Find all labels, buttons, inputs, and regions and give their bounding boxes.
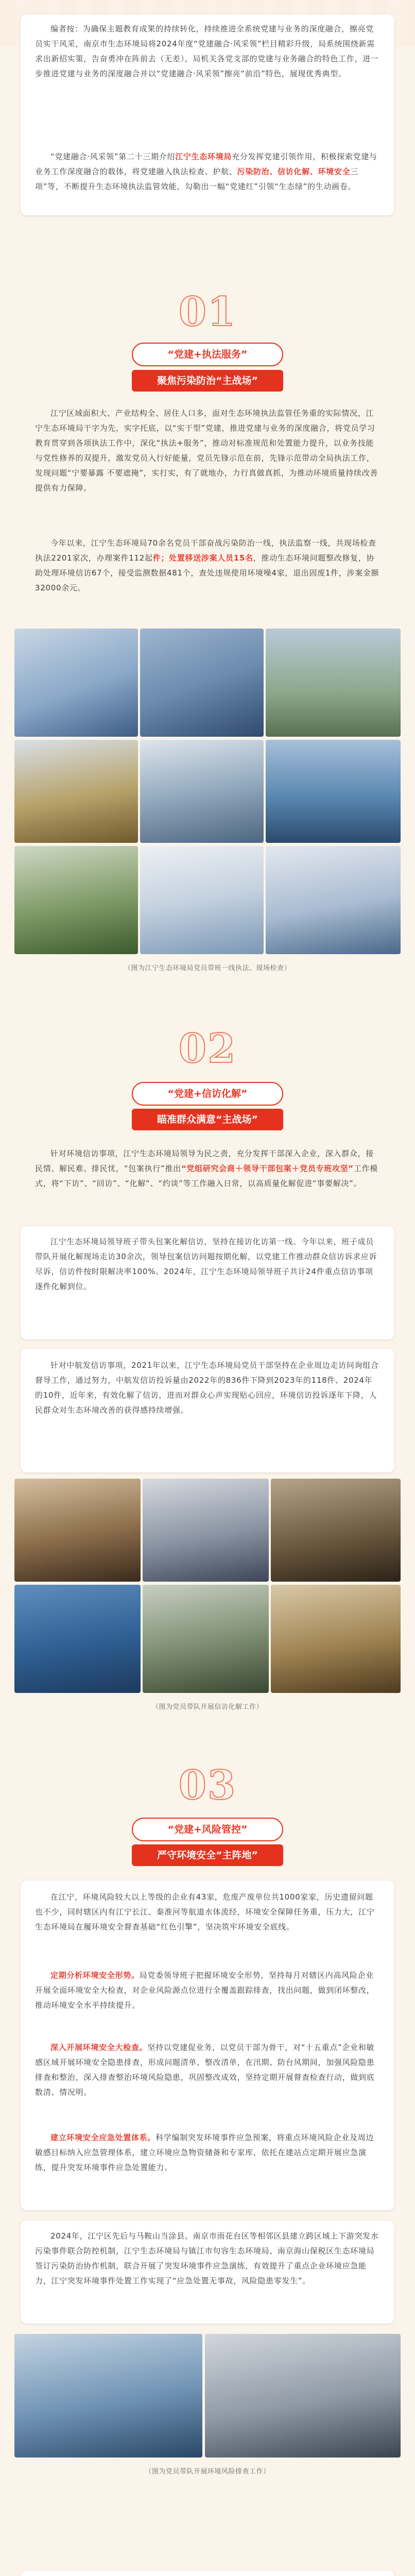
intro-paragraph-1: 编者按：为确保主题教育成果的持续转化，持续推进全系统党建与业务的深度融合，擦亮党员实干风采，南京市生态环境局将2024年度“党建融合·风采领”栏目精彩升级，局系统围绕新需求出新招实策，告奋勇冲在阵前去（无差），局机关各党支部的党建与业务融合的特色工作，进一步推进党建与业务的深度融合并以“党建融合·风采领”擦亮“前沿”特色，展现优秀典型。 — [35, 24, 379, 78]
photo-petition-3 — [271, 1479, 401, 1582]
intro-p2-a: “党建融合·风采领”第二十三期介绍 — [50, 152, 176, 161]
section-1-paragraph-2 — [35, 536, 380, 596]
photo-petition-6 — [271, 1585, 401, 1693]
intro-p2-highlight-2: 污染防治、信访化解、环境安全 — [237, 167, 351, 176]
photo-inspection-1 — [14, 629, 138, 737]
photo-risk-2 — [205, 2334, 401, 2458]
section-2-text-3 — [35, 1358, 380, 1418]
intro-text — [35, 22, 380, 81]
photo-petition-1 — [14, 1479, 141, 1582]
section-2-text-2 — [35, 1234, 380, 1294]
photo-inspection-9 — [266, 846, 401, 954]
section-3-badge-bottom: 严守环境安全“主阵地” — [132, 1844, 283, 1866]
intro-text-2 — [35, 149, 380, 194]
photo-petition-4 — [14, 1585, 141, 1693]
section-2-caption: （图为党员带队开展信访化解工作） — [151, 1703, 263, 1711]
section-1-caption: （图为江宁生态环境局党员带班一线执法、现场检查） — [124, 964, 291, 972]
section-3-text-3 — [35, 2040, 380, 2100]
section-3-text-4 — [35, 2130, 380, 2175]
section-3-p4-body: 科学编制突发环境事件应急预案，将重点环境风险企业及周边敏感目标纳入应急管理体系，建立环境应急物资储备和专家库，依托在建站点定期开展应急演练，提升突发环境事件应急处置能力。 — [35, 2133, 374, 2172]
section-3-text-2 — [35, 1968, 380, 2013]
intro-p2-highlight-1: 江宁生态环境局 — [175, 152, 232, 161]
section-1-p2-tail: ，推动生态环境问题整改修复，协助处理环境信访67个，接受监测数据481个，查处违规使用环境噪4家，退出固废1件，涉案金额32000余元。 — [35, 553, 379, 592]
photo-inspection-8 — [140, 846, 264, 954]
section-3-paragraph-2 — [35, 1968, 380, 2013]
section-2-p1-highlight: “党组研究会商＋领导干部包案＋党员专班攻坚” — [181, 1164, 354, 1173]
photo-inspection-2 — [140, 629, 264, 737]
section-3-p3-highlight: 深入开展环境安全大检查。 — [50, 2043, 148, 2052]
section-1-text — [35, 406, 380, 496]
section-1-p2-a: 今年以来，江宁生态环境局70余名党员干部奋战污染防治一线，执法监察一线，共现场检查执法2201家次，办理案件112起 — [35, 538, 376, 563]
section-3-badge-top: “党建+风险管控” — [132, 1818, 283, 1841]
section-1-badge-bottom: 聚焦污染防治“主战场” — [132, 370, 283, 392]
outro-card — [21, 2571, 394, 2576]
section-1-text-2 — [35, 536, 380, 596]
section-2-paragraph-1 — [35, 1146, 380, 1191]
section-1-p2-highlight: 件；处置移送涉案人员15名 — [152, 553, 253, 563]
section-3-p4-highlight: 建立环境安全应急处置体系。 — [50, 2133, 156, 2142]
section-2-p1-a: 针对环境信访事项，江宁生态环境局领导为民之责，充分发挥干部深入企业，深入群众，接民情、解民难、排民忧，“包案执行”推出 — [35, 1149, 374, 1173]
photo-inspection-5 — [140, 740, 264, 843]
section-2-p1-b: 工作模式，将“下访”、“回访”、“化解”、“约谈”等工作融入日常，以高质量化解促进“事要解决”。 — [35, 1164, 378, 1188]
section-3-paragraph-4 — [35, 2130, 380, 2175]
intro-p2-e: 三项”等，不断提升生态环境执法监管效能，勾勒出一幅“党建红”引领“生态绿”的生动画卷。 — [35, 167, 359, 191]
section-3-p2-body: 局党委领导班子把握环境安全形势，坚持每月对辖区内高风险企业开展全面环境安全大检查，对企业风险源点位进行全覆盖跟踪排查，找出问题，做到闭环整改，推动环境安全水平持续提升。 — [35, 1971, 375, 2010]
section-2-badge-top: “党建+信访化解” — [132, 1082, 283, 1106]
section-3-number: 03 — [178, 1762, 237, 1809]
section-1-number: 01 — [178, 289, 237, 335]
section-2-paragraph-3: 针对中航发信访事项，2021年以来，江宁生态环境局党员干部坚持在企业周边走访问询组合督导工作，通过努力，中航发信访投诉量由2022年的836件下降到2023年的118件、2024年的10件，近年来，有效化解了信访，进而对群众心声实现贴心回应，环境信访投诉逐年下降，人民群众对生态环境改善的获得感持续增强。 — [35, 1361, 379, 1415]
photo-inspection-4 — [14, 740, 138, 843]
photo-risk-1 — [14, 2334, 202, 2458]
section-1-badge-top: “党建+执法服务” — [132, 343, 283, 366]
section-2-number: 02 — [178, 1025, 237, 1072]
section-2-text-1 — [35, 1146, 380, 1191]
photo-inspection-7 — [14, 846, 138, 954]
intro-p2-c: 充分发挥党建引领作用，积极探索党建与业务工作深度融合的载体，将党建融入执法检查、护航、 — [35, 152, 377, 176]
section-3-text-1 — [35, 1890, 380, 1935]
section-3-p3-body: 坚持以党建促业务，以党员干部为骨干，对“十五重点”企业和敏感区域开展环境安全隐患排查，形成问题清单、整改清单，在汛期、防台风期间，加强风险隐患排查和整治，深入排查整治环境风险隐患，巩固整改成效，坚持定期开展督查检查行动，做到底数清、情况明。 — [35, 2043, 375, 2097]
section-2-badge-bottom: 瞄准群众满意“主战场” — [132, 1109, 283, 1130]
photo-petition-5 — [143, 1585, 269, 1693]
section-3-paragraph-5: 2024年，江宁区先后与马鞍山当涂县、南京市雨花台区等相邻区县建立跨区域上下游突发水污染事件联合防控机制，江宁生态环境局与镇江市句容生态环境局、南京海山保税区生态环境局签订污染防治协作机制，联合开展了突发环境事件应急演练，有效提升了重点企业环境应急能力，江宁突发环境事件处置工作实现了“应急处置无事故，风险隐患零发生”。 — [35, 2231, 379, 2285]
section-1-paragraph-1: 江宁区域面积大、产业结构全、居住人口多，面对生态环境执法监管任务重的实际情况，江宁生态环境局干字为先，实字托底，以“实干型”党建，推进党建与业务的深度融合，将党员学习教育贯穿到各项执法工作中，深化“执法+服务”，推动对标准规范和处置能力提升，以业务技能与党性修养的双提升，激发党员入行好能量，党员先锋示范在前，先锋示范带动全局执法工作，发现问题“宁要暴露 不要遮掩”，实打实，有了就地办，力行真做真抓，为推动环境质量持续改善提供有力保障。 — [35, 409, 378, 493]
photo-inspection-3 — [266, 629, 401, 737]
section-3-p2-highlight: 定期分析环境安全形势。 — [50, 1971, 140, 1980]
section-3-paragraph-1: 在江宁，环境风险较大以上等级的企业有43家，危废产废单位共1000家家，历史遗留问题也不少，同时辖区内有江宁长江、秦淮河等航道水体流经，环境安全保障任务重，压力大，江宁生态环境局在履环境安全督查基础“红色引擎”，坚决筑牢环境安全底线。 — [35, 1892, 375, 1931]
section-3-caption: （图为党员带队开展环境风险排查工作） — [145, 2468, 270, 2476]
photo-inspection-6 — [266, 740, 401, 843]
section-3-text-5 — [35, 2229, 380, 2289]
section-2-paragraph-2: 江宁生态环境局领导班子带头包案化解信访，坚持在接访化访第一线。今年以来，班子成员带队开展化解现场走访30余次，领导包案信访问题按期化解，以党建工作推动群众信访诉求应诉尽诉，信访件按时限解决率100%。2024年，江宁生态环境局领导班子共计24件重点信访事项逐件化解到位。 — [35, 1237, 377, 1291]
section-3-paragraph-3 — [35, 2040, 380, 2100]
photo-petition-2 — [143, 1479, 269, 1582]
intro-paragraph-2 — [35, 149, 380, 194]
